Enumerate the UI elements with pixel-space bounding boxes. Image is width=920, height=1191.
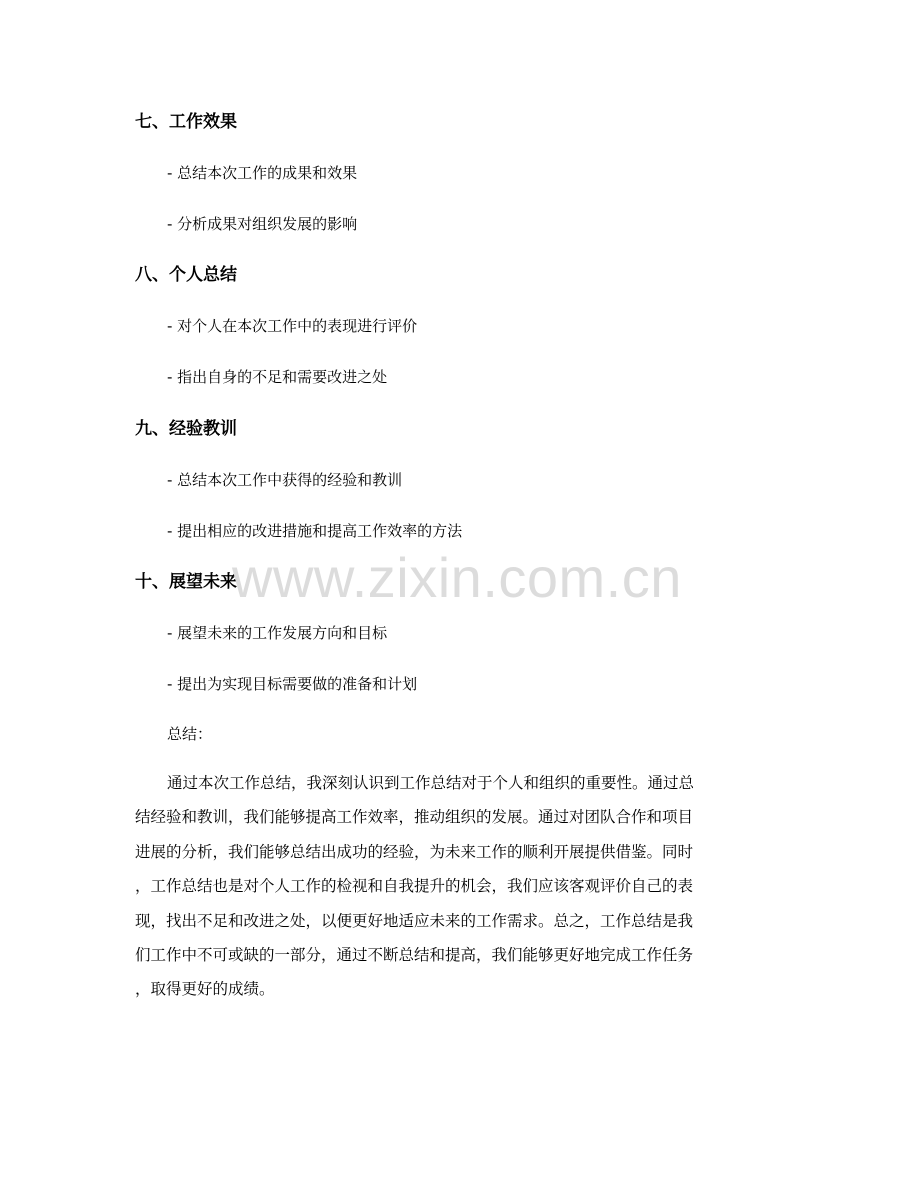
summary-line-3: 进展的分析，我们能够总结出成功的经验，为未来工作的顺利开展提供借鉴。同时 xyxy=(135,842,694,861)
section-10-item-1: - 展望未来的工作发展方向和目标 xyxy=(167,624,388,642)
watermark: www.zixin.com.cn xyxy=(232,546,682,609)
summary-line-2: 结经验和教训，我们能够提高工作效率，推动组织的发展。通过对团队合作和项目 xyxy=(135,808,694,827)
section-heading-10: 十、展望未来 xyxy=(135,572,237,592)
summary-line-4: ，工作总结也是对个人工作的检视和自我提升的机会，我们应该客观评价自己的表 xyxy=(135,877,694,896)
summary-line-5: 现，找出不足和改进之处，以便更好地适应未来的工作需求。总之，工作总结是我 xyxy=(135,911,694,930)
summary-paragraph xyxy=(135,766,787,1007)
section-7-item-1: - 总结本次工作的成果和效果 xyxy=(167,164,358,182)
summary-line-7: ，取得更好的成绩。 xyxy=(135,980,275,999)
section-9-item-1: - 总结本次工作中获得的经验和教训 xyxy=(167,471,403,489)
summary-line-6: 们工作中不可或缺的一部分，通过不断总结和提高，我们能够更好地完成工作任务 xyxy=(135,946,694,965)
section-heading-7: 七、工作效果 xyxy=(135,112,237,132)
section-8-item-2: - 指出自身的不足和需要改进之处 xyxy=(167,368,388,386)
summary-line-1: 通过本次工作总结，我深刻认识到工作总结对于个人和组织的重要性。通过总 xyxy=(167,774,695,792)
section-8-item-1: - 对个人在本次工作中的表现进行评价 xyxy=(167,317,418,335)
section-9-item-2: - 提出相应的改进措施和提高工作效率的方法 xyxy=(167,522,463,540)
section-heading-8: 八、个人总结 xyxy=(135,265,237,285)
summary-label: 总结： xyxy=(167,725,213,743)
section-7-item-2: - 分析成果对组织发展的影响 xyxy=(167,215,358,233)
section-10-item-2: - 提出为实现目标需要做的准备和计划 xyxy=(167,675,418,693)
section-heading-9: 九、经验教训 xyxy=(135,419,237,439)
